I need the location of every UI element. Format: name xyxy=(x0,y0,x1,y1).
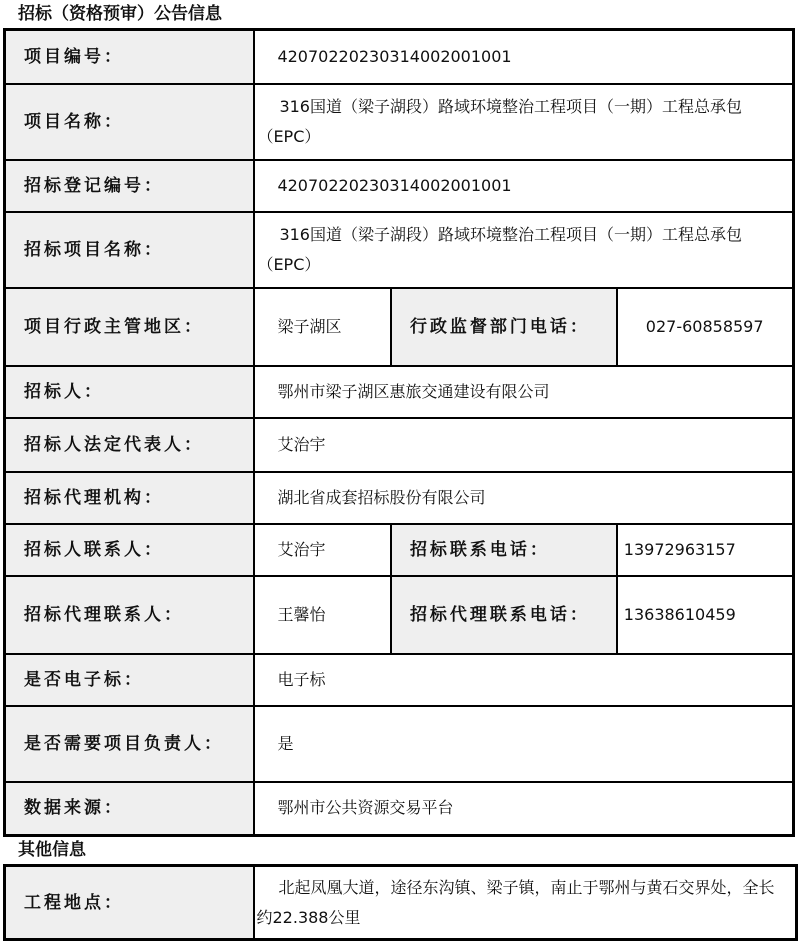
project-no-label: 项目编号： xyxy=(5,30,255,84)
need-manager-value: 是 xyxy=(254,706,793,782)
contact-phone-label: 招标联系电话： xyxy=(391,524,617,576)
section-title-other: 其他信息 xyxy=(18,840,86,860)
contact-value: 艾治宇 xyxy=(254,524,391,576)
electronic-label: 是否电子标： xyxy=(5,654,255,706)
location-label: 工程地点： xyxy=(5,866,254,940)
row-need-manager xyxy=(5,706,794,782)
row-source xyxy=(5,782,794,836)
admin-region-label: 项目行政主管地区： xyxy=(5,288,255,366)
agency-contact-label: 招标代理联系人： xyxy=(5,576,255,654)
row-tenderer xyxy=(5,366,794,418)
row-bid-project-name xyxy=(5,212,794,288)
agency-phone-label: 招标代理联系电话： xyxy=(391,576,617,654)
section-title-announcement: 招标（资格预审）公告信息 xyxy=(18,4,222,24)
location-value: 北起凤凰大道，途径东沟镇、梁子镇，南止于鄂州与黄石交界处，全长约22.388公里 xyxy=(254,866,797,940)
reg-no-value: 42070220230314002001001 xyxy=(254,160,793,212)
bid-project-name-value: 316国道（梁子湖段）路域环境整治工程项目（一期）工程总承包（EPC） xyxy=(254,212,793,288)
need-manager-label: 是否需要项目负责人： xyxy=(5,706,255,782)
reg-no-label: 招标登记编号： xyxy=(5,160,255,212)
contact-phone-value: 13972963157 xyxy=(617,524,794,576)
row-project-no xyxy=(5,30,794,84)
legal-rep-label: 招标人法定代表人： xyxy=(5,418,255,472)
project-name-value: 316国道（梁子湖段）路域环境整治工程项目（一期）工程总承包（EPC） xyxy=(254,84,793,160)
agency-label: 招标代理机构： xyxy=(5,472,255,524)
source-label: 数据来源： xyxy=(5,782,255,836)
tenderer-value: 鄂州市梁子湖区惠旅交通建设有限公司 xyxy=(254,366,793,418)
row-agency xyxy=(5,472,794,524)
project-name-label: 项目名称： xyxy=(5,84,255,160)
supervision-phone-label: 行政监督部门电话： xyxy=(391,288,617,366)
row-project-name xyxy=(5,84,794,160)
row-contact xyxy=(5,524,794,576)
supervision-phone-value: 027-60858597 xyxy=(617,288,794,366)
row-agency-contact xyxy=(5,576,794,654)
legal-rep-value: 艾治宇 xyxy=(254,418,793,472)
row-electronic xyxy=(5,654,794,706)
other-info-table xyxy=(3,864,798,941)
announcement-info-table xyxy=(3,28,795,837)
contact-label: 招标人联系人： xyxy=(5,524,255,576)
tenderer-label: 招标人： xyxy=(5,366,255,418)
row-admin-region xyxy=(5,288,794,366)
row-reg-no xyxy=(5,160,794,212)
admin-region-value: 梁子湖区 xyxy=(254,288,391,366)
bid-project-name-label: 招标项目名称： xyxy=(5,212,255,288)
source-value: 鄂州市公共资源交易平台 xyxy=(254,782,793,836)
agency-contact-value: 王馨怡 xyxy=(254,576,391,654)
row-legal-rep xyxy=(5,418,794,472)
agency-value: 湖北省成套招标股份有限公司 xyxy=(254,472,793,524)
row-location xyxy=(5,866,797,940)
electronic-value: 电子标 xyxy=(254,654,793,706)
agency-phone-value: 13638610459 xyxy=(617,576,794,654)
project-no-value: 42070220230314002001001 xyxy=(254,30,793,84)
